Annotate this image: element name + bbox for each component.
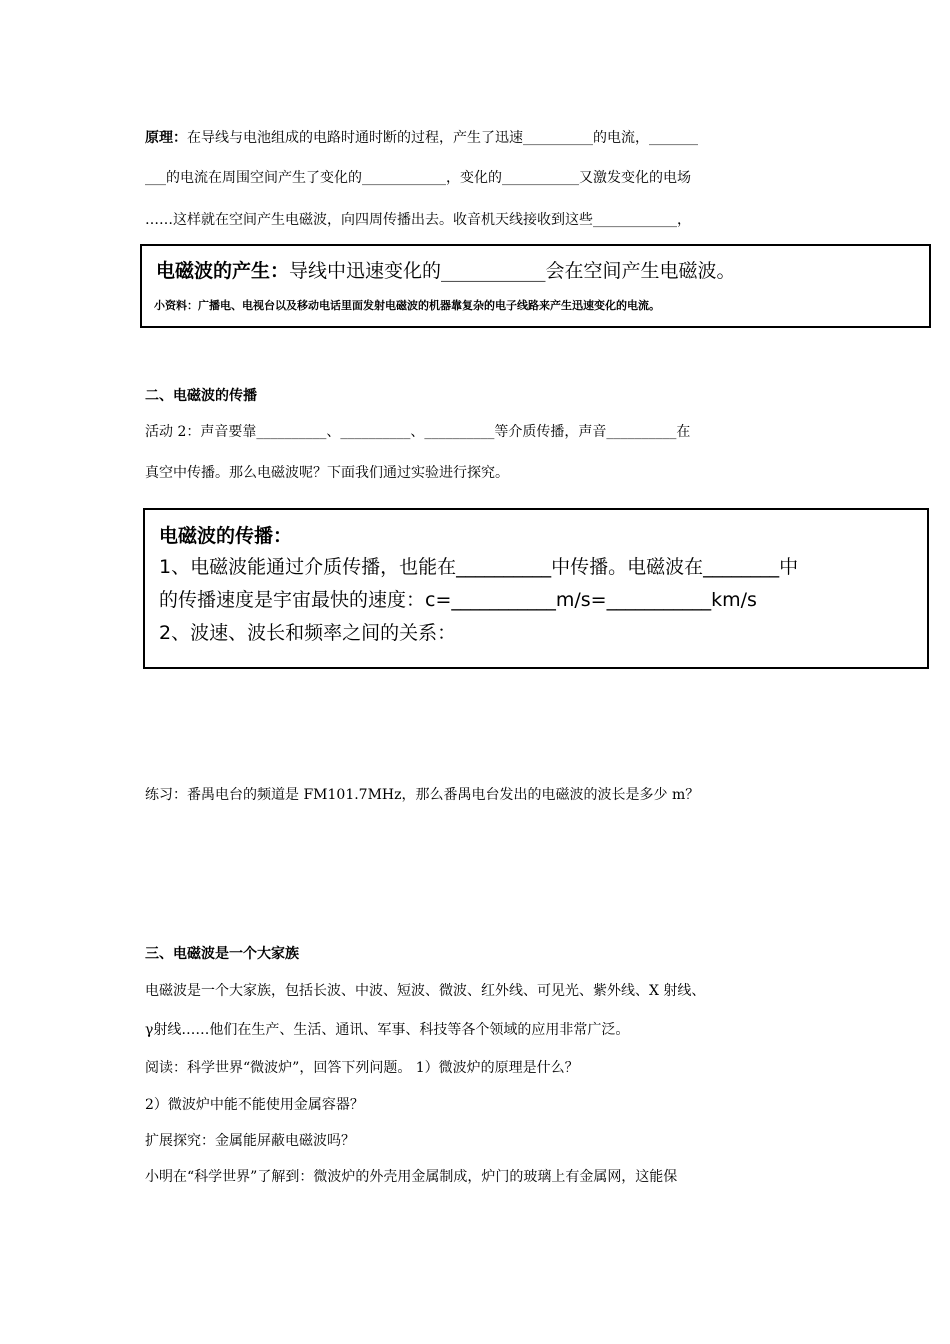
propagation-box — [143, 508, 929, 669]
propagation-line-2: 的传播速度是宇宙最快的速度：c=___________m/s=___________km/s — [159, 589, 757, 611]
activity-line-2: 真空中传播。那么电磁波呢？下面我们通过实验进行探究。 — [145, 465, 509, 481]
generation-heading-label: 电磁波的产生： — [156, 260, 290, 282]
section3-title: 三、电磁波是一个大家族 — [145, 946, 299, 962]
xiaoming-paragraph: 小明在“科学世界”了解到：微波炉的外壳用金属制成，炉门的玻璃上有金属网，这能保 — [145, 1169, 678, 1185]
reading-question-1: 阅读：科学世界“微波炉”，回答下列问题。 1）微波炉的原理是什么？ — [145, 1060, 579, 1076]
propagation-line-1: 1、电磁波能通过介质传播，也能在__________中传播。电磁波在________中 — [159, 556, 799, 578]
principle-text-1: 在导线与电池组成的电路时通时断的过程，产生了迅速__________的电流，_______ — [187, 130, 698, 146]
propagation-line-3: 2、波速、波长和频率之间的关系： — [159, 622, 457, 644]
propagation-heading: 电磁波的传播： — [159, 525, 293, 547]
activity-line-1: 活动 2：声音要靠__________、__________、__________等介质传播，声音__________在 — [145, 424, 691, 440]
generation-box — [140, 244, 931, 328]
reading-question-2: 2）微波炉中能不能使用金属容器？ — [145, 1097, 364, 1113]
principle-line-3: ……这样就在空间产生电磁波，向四周传播出去。收音机天线接收到这些____________， — [145, 212, 691, 228]
family-line-2: γ射线……他们在生产、生活、通讯、军事、科技等各个领域的应用非常广泛。 — [145, 1022, 630, 1038]
principle-line-2: ___的电流在周围空间产生了变化的____________，变化的___________又激发变化的电场 — [145, 170, 691, 186]
generation-heading — [156, 258, 736, 284]
extended-inquiry: 扩展探究：金属能屏蔽电磁波吗？ — [145, 1133, 355, 1149]
generation-heading-a: 导线中 — [289, 260, 347, 282]
generation-note: 小资料：广播电、电视台以及移动电话里面发射电磁波的机器靠复杂的电子线路来产生迅速变化的电流。 — [154, 299, 660, 312]
exercise: 练习：番禺电台的频道是 FM101.7MHz，那么番禺电台发出的电磁波的波长是多少 m？ — [145, 787, 700, 803]
principle-line-1 — [145, 129, 698, 147]
generation-heading-b: 迅速变化的___________会在空间产生电磁波。 — [346, 260, 736, 282]
principle-label: 原理： — [145, 130, 187, 146]
family-line-1: 电磁波是一个大家族，包括长波、中波、短波、微波、红外线、可见光、紫外线、X 射线、 — [145, 983, 706, 999]
section2-title: 二、电磁波的传播 — [145, 388, 257, 404]
